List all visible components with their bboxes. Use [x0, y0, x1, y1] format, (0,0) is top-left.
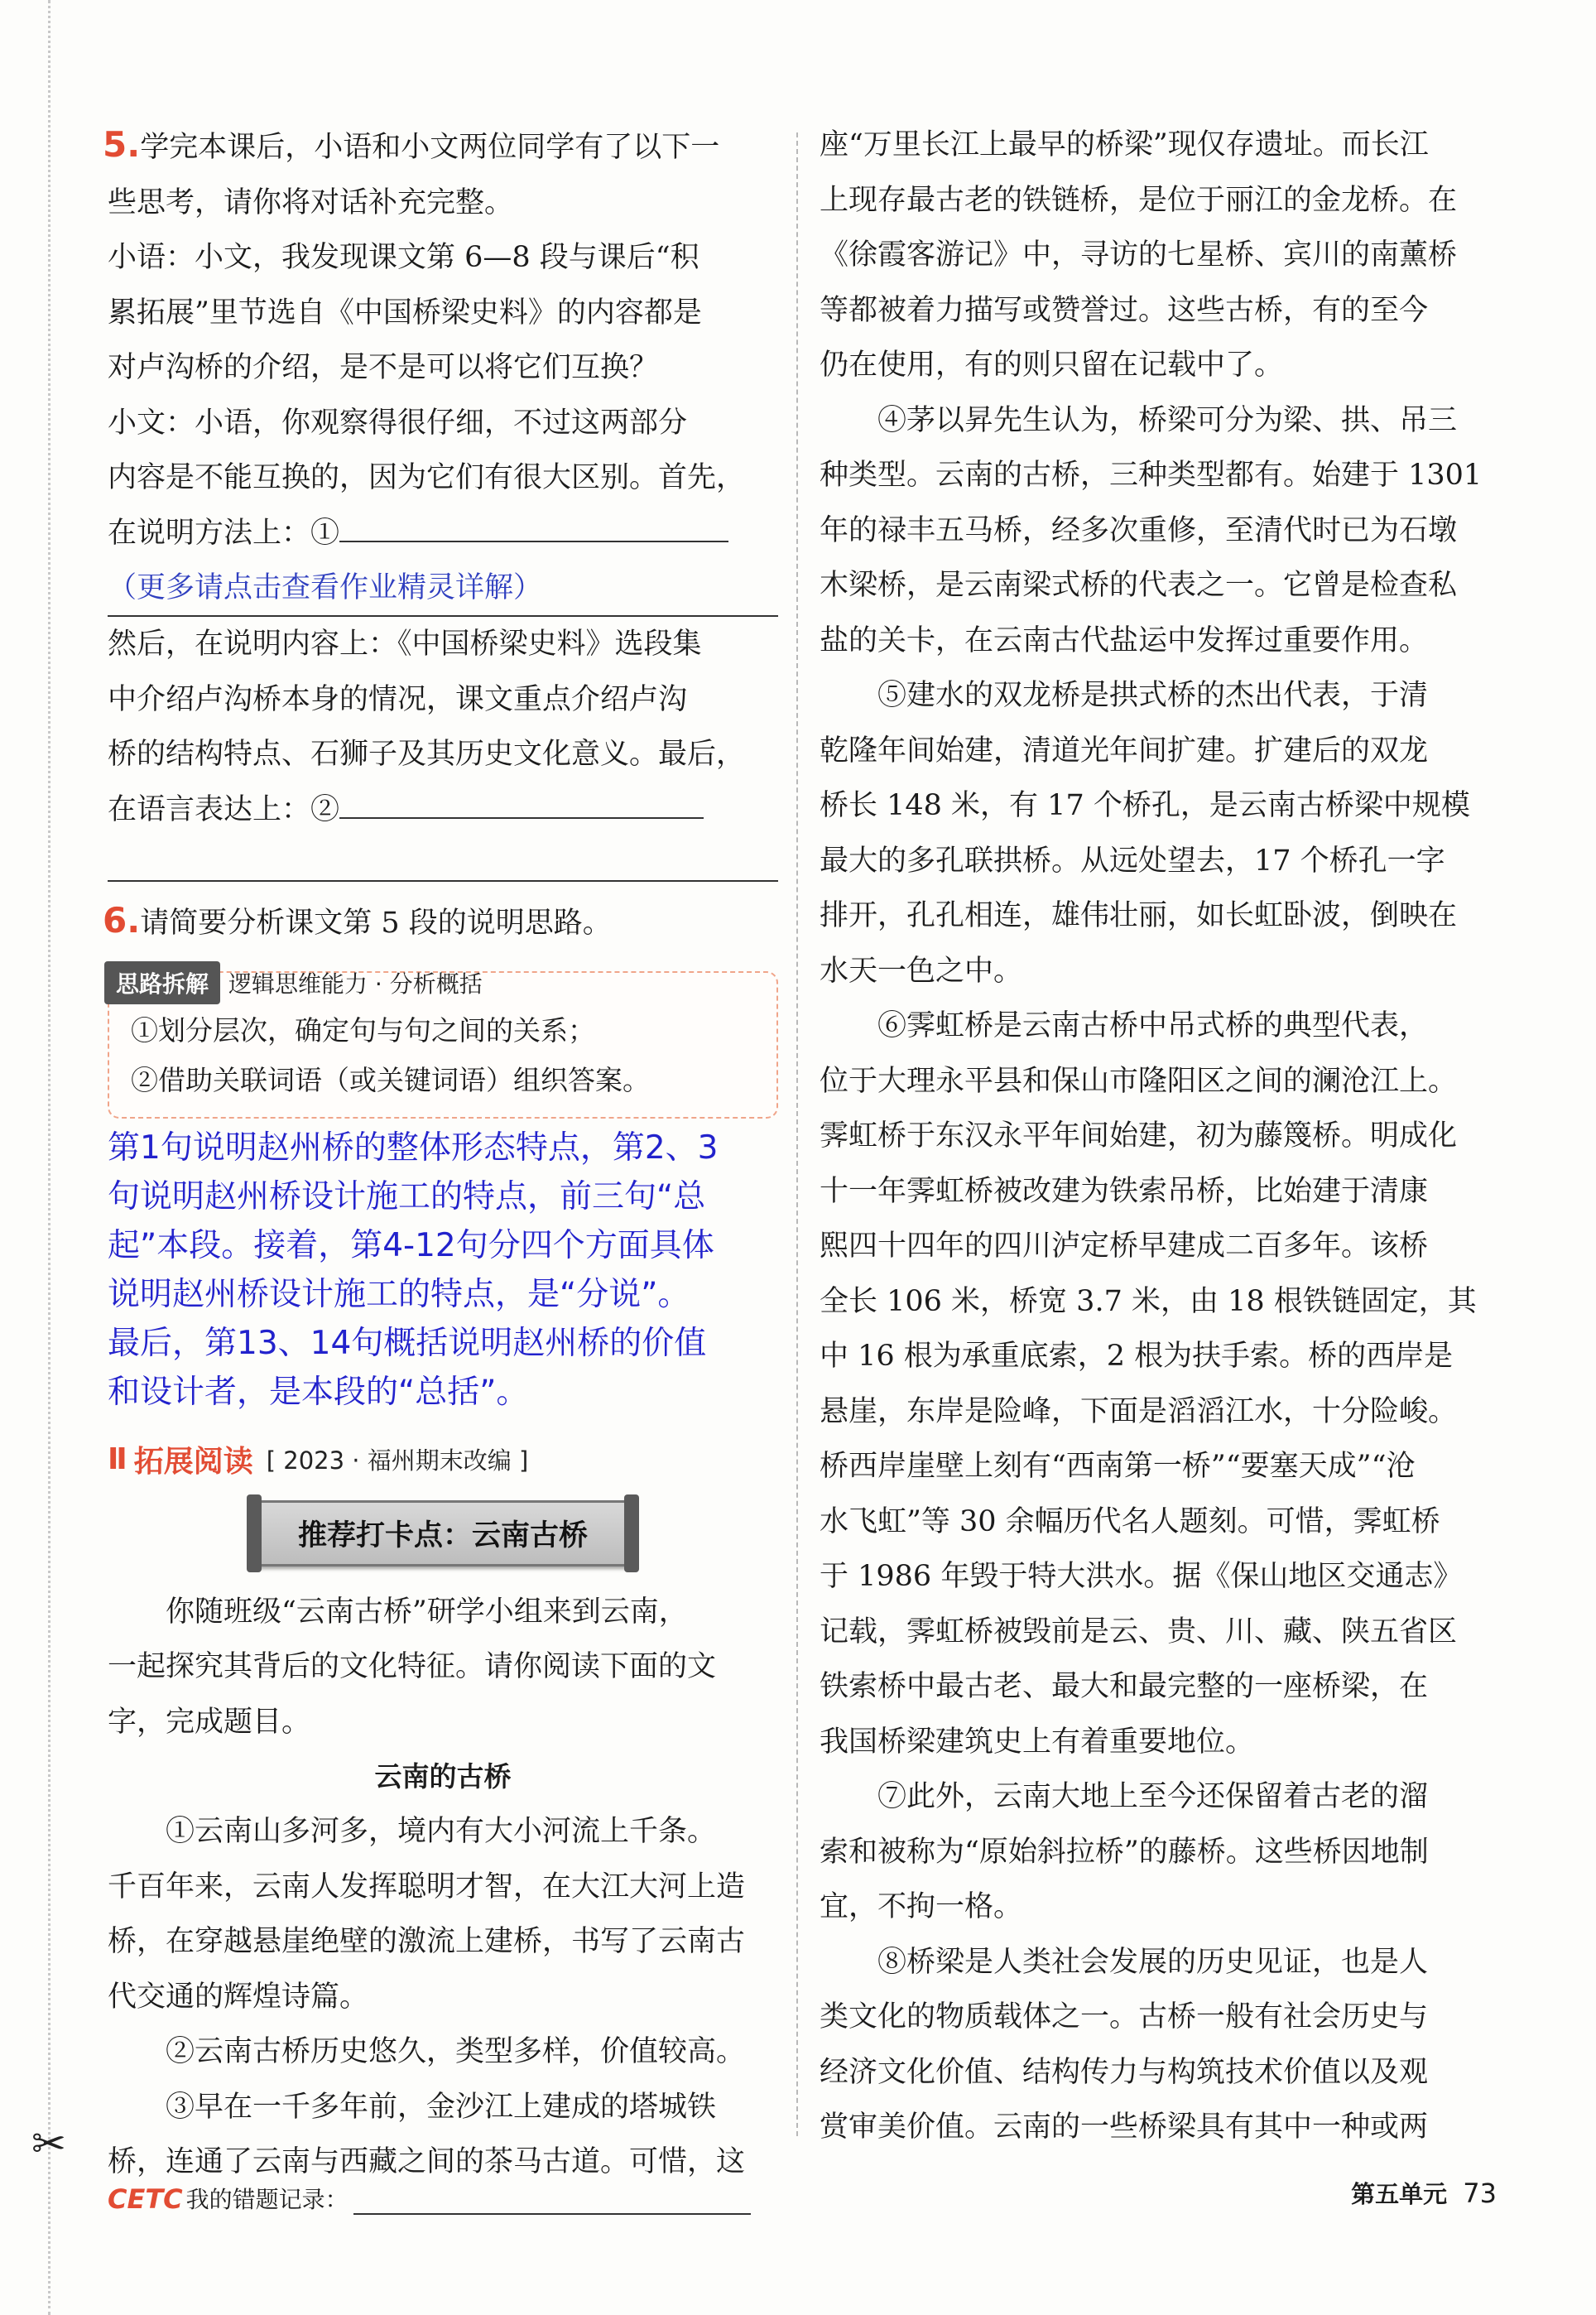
article-line: 座“万里长江上最早的桥梁”现仅存遗址。而长江: [820, 128, 1429, 161]
error-record-label: 我的错题记录：: [185, 2186, 349, 2213]
article-line: ④茅以昇先生认为，桥梁可分为梁、拱、吊三: [877, 403, 1458, 437]
more-answers-link[interactable]: （更多请点击查看作业精灵详解）: [108, 561, 778, 617]
unit-label: 第五单元: [1351, 2180, 1448, 2208]
article-line: 水天一色之中。: [820, 954, 1023, 988]
article-line: 木梁桥，是云南梁式桥的代表之一。它曾是检查私: [820, 569, 1458, 602]
cetc-logo: CETC: [108, 2183, 183, 2215]
article-line: 我国桥梁建筑史上有着重要地位。: [820, 1725, 1255, 1759]
column-divider: [796, 132, 798, 2136]
article-paragraph: [820, 393, 1492, 669]
article-line: ⑥霁虹桥是云南古桥中吊式桥的典型代表，: [877, 1009, 1429, 1042]
answer-blank-1[interactable]: [339, 516, 728, 542]
section-header: [108, 1438, 778, 1480]
article-line: 索和被称为“原始斜拉桥”的藤桥。这些桥因地制: [820, 1835, 1429, 1869]
article-line: 中 16 根为承重底索，2 根为扶手索。桥的西岸是: [820, 1340, 1454, 1373]
article-line: 年的禄丰五马桥，经多次重修，至清代时已为石墩: [820, 513, 1458, 547]
article-line: 乾隆年间始建，清道光年间扩建。扩建后的双龙: [820, 734, 1429, 768]
article-line: 水飞虹”等 30 余幅历代名人题刻。可惜，霁虹桥: [820, 1504, 1440, 1538]
article-line: ⑦此外，云南大地上至今还保留着古老的溜: [877, 1780, 1429, 1813]
scissors-icon: ✂: [31, 2120, 66, 2168]
article-line: 桥长 148 米，有 17 个桥孔，是云南古桥梁中规模: [820, 789, 1470, 822]
footer-page-info: [1351, 2176, 1497, 2210]
question-5-number: 5.: [103, 124, 141, 165]
section-marker: Ⅱ: [108, 1441, 127, 1476]
intro: 你随班级“云南古桥”研学小组来到云南， 一起探究其背后的文化特征。请你阅读下面的文 字，完成题目。: [108, 1595, 717, 1739]
article-line: 盐的关卡，在云南古代盐运中发挥过重要作用。: [820, 623, 1429, 657]
xiaoyu-line: 小语：小文，我发现课文第 6—8 段与课后“积: [108, 241, 699, 274]
article-line: 《徐霞客游记》中，寻访的七星桥、宾川的南薰桥: [820, 238, 1458, 272]
article-line: 熙四十四年的四川泸定桥早建成二百多年。该桥: [820, 1230, 1429, 1263]
article-line: ⑧桥梁是人类社会发展的历史见证，也是人: [877, 1945, 1429, 1979]
article-line: 位于大理永平县和保山市隆阳区之间的澜沧江上。: [820, 1064, 1458, 1098]
article-line: 霁虹桥于东汉永平年间始建，初为藤篾桥。明成化: [820, 1119, 1458, 1153]
section-source: [ 2023 · 福州期末改编 ]: [266, 1446, 529, 1475]
article-paragraph: [820, 999, 1492, 1769]
page-number: 73: [1463, 2178, 1497, 2209]
article-line: 十一年霁虹桥被改建为铁索吊桥，比始建于清康: [820, 1174, 1429, 1208]
article-line: 赏审美价值。云南的一些桥梁具有其中一种或两: [820, 2110, 1429, 2144]
article-line: 悬崖，东岸是险峰，下面是滔滔江水，十分险峻。: [820, 1394, 1458, 1428]
article-line: 记载，霁虹桥被毁前是云、贵、川、藏、陕五省区: [820, 1615, 1458, 1648]
question-6: 6.请简要分析课文第 5 段的说明思路。 思路拆解 逻辑思维能力 · 分析概括 ①划分层次，确定句与句之间的关系； ②借助关联词语（或关键词语）组织答案。 第1句说明赵州桥的整体形态特点，第2、3 句说明赵州桥设计施工的特点，前三句“总 起”本段。接着，第4-12句分四个方面具体 说明赵州桥设计施工的特点，是“分说”。 最后，第13、14句概括说明赵州桥的价值 和设计者，是本段的“总括”。: [108, 893, 778, 1417]
cut-line: [48, 0, 50, 2315]
article-paragraph: [820, 1935, 1492, 2155]
error-record-line[interactable]: [353, 2188, 751, 2215]
article-line: 铁索桥中最古老、最大和最完整的一座桥梁，在: [820, 1670, 1429, 1703]
handwritten-answer: 第1句说明赵州桥的整体形态特点，第2、3 句说明赵州桥设计施工的特点，前三句“总 起”本段。接着，第4-12句分四个方面具体 说明赵州桥设计施工的特点，是“分说”。 最后，第13、14句概括说明赵州桥的价值 和设计者，是本段的“总括”。: [108, 1129, 719, 1411]
article-line: 等都被着力描写或赞誉过。这些古桥，有的至今: [820, 293, 1429, 327]
thinking-subtitle: 逻辑思维能力 · 分析概括: [228, 970, 483, 998]
article-line: 全长 106 米，桥宽 3.7 米，由 18 根铁链固定，其: [820, 1284, 1477, 1318]
article-line: 桥西岸崖壁上刻有“西南第一桥”“要塞天成”“沧: [820, 1450, 1416, 1483]
section-title: 拓展阅读: [133, 1444, 253, 1479]
article-title: 云南的古桥: [374, 1760, 512, 1793]
article-line: 于 1986 年毁于特大洪水。据《保山地区交通志》: [820, 1560, 1463, 1593]
question-5: 5.学完本课后，小语和小文两位同学有了以下一 些思考，请你将对话补充完整。 小语：小文，我发现课文第 6—8 段与课后“积 累拓展”里节选自《中国桥梁史料》的内容都是 对卢沟桥的介绍，是不是可以将它们互换？ 小文：小语，你观察得很仔细，不过这两部分 内容是不能互换的，因为它们有很大区别。首先， 在说明方法上：① （更多请点击查看作业精灵详解） 然后，在说明内容上：《中国桥梁史料》选段集 中介绍卢沟桥本身的情况，课文重点介绍卢沟 桥的结构特点、石狮子及其历史文化意义。最后， 在语言表达上：②: [108, 118, 778, 882]
article-line: 最大的多孔联拱桥。从远处望去，17 个桥孔一字: [820, 844, 1445, 878]
article-line: 上现存最古老的铁链桥，是位于丽江的金龙桥。在: [820, 183, 1458, 217]
article-line: 类文化的物质载体之一。古桥一般有社会历史与: [820, 2000, 1429, 2033]
answer-blank-2[interactable]: [339, 792, 704, 819]
article-line: 仍在使用，有的则只留在记载中了。: [820, 349, 1284, 382]
article-paragraph: [820, 1769, 1492, 1935]
article-paragraph: [820, 668, 1492, 999]
xiaowen-line: 小文：小语，你观察得很仔细，不过这两部分: [108, 406, 688, 440]
article-line: 种类型。云南的古桥，三种类型都有。始建于 1301: [820, 459, 1483, 492]
thinking-tag: 思路拆解: [104, 961, 220, 1004]
article-line: 宜，不拘一格。: [820, 1890, 1023, 1923]
article-line: ⑤建水的双龙桥是拱式桥的杰出代表，于清: [877, 679, 1429, 712]
left-column: [103, 118, 778, 2190]
answer-blank-2-extra-line[interactable]: [108, 837, 778, 882]
article-line: 排开，孔孔相连，雄伟壮丽，如长虹卧波，倒映在: [820, 899, 1458, 932]
right-column: [820, 118, 1492, 2155]
article-left: ①云南山多河多，境内有大小河流上千条。 千百年来，云南人发挥聪明才智，在大江大河上造 桥，在穿越悬崖绝壁的激流上建桥，书写了云南古 代交通的辉煌诗篇。 ②云南古桥历史悠久，类型多样，价值较高。 ③早在一千多年前，金沙江上建成的塔城铁 桥，连通了云南与西藏之间的茶马古道。可惜，这: [108, 1815, 746, 2178]
footer-error-record: [108, 2182, 751, 2215]
article-line: 经济文化价值、结构传力与构筑技术价值以及观: [820, 2055, 1429, 2089]
scroll-banner: 推荐打卡点：云南古桥: [259, 1500, 627, 1567]
article-paragraph: [820, 118, 1492, 393]
thinking-hint-box: 思路拆解 逻辑思维能力 · 分析概括 ①划分层次，确定句与句之间的关系； ②借助关联词语（或关键词语）组织答案。: [108, 971, 778, 1119]
question-6-number: 6.: [103, 900, 141, 941]
